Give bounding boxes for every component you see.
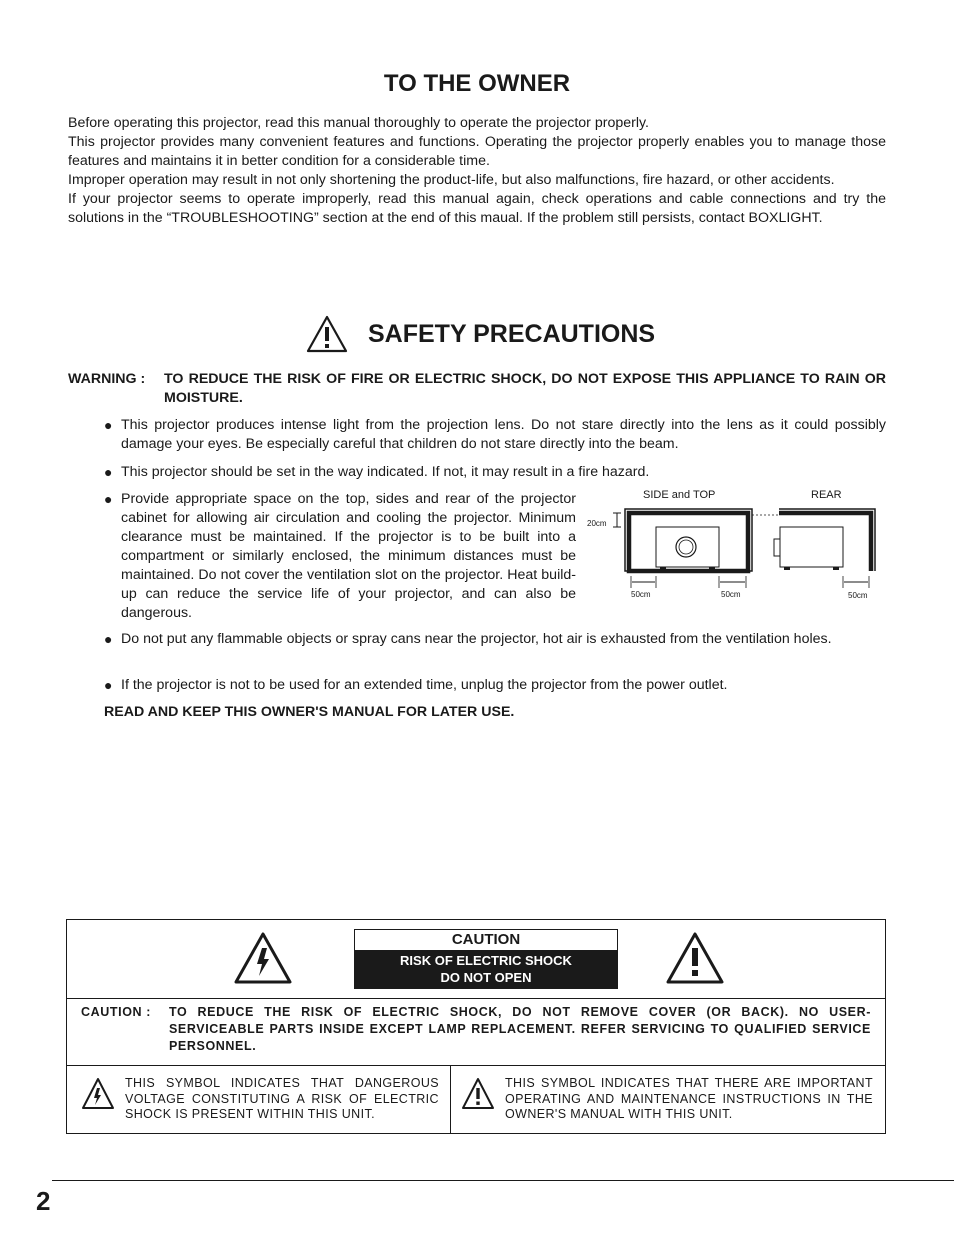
bullet-dot: ● [104,631,113,647]
caution-box [66,919,886,1134]
caution-badge-title: CAUTION [451,931,521,948]
side-top-label: SIDE and TOP [643,489,716,501]
list-item [104,416,886,454]
owner-paragraph: If your projector seems to operate improperly, read this manual again, check operations and cable connections and try the solutions in the “TROUBLESHOOTING” section at the end of this maual. If the problem still persists, contact BOXLIGHT. [68,191,886,226]
safety-title: SAFETY PRECAUTIONS [368,319,656,348]
side-left-clearance-label: 50cm [631,590,651,599]
caution-text: TO REDUCE THE RISK OF ELECTRIC SHOCK, DO NOT REMOVE COVER (OR BACK). NO USER-SERVICEABLE PARTS INSIDE EXCEPT LAMP REPLACEMENT. REFER SERVICING TO QUALIFIED SERVICE PERSONNEL. [169,1005,871,1053]
caution-label: CAUTION : [81,1005,151,1019]
bullet-text: This projector produces intense light from the projection lens. Do not stare directly into the lens as it could possibly damage your eyes. Be especially careful that children do not stare directly into the beam. [121,417,886,452]
lightning-warning-icon [81,1077,115,1111]
bullet-dot: ● [104,417,113,433]
exclamation-warning-icon [461,1077,495,1111]
footer-rule [52,1180,954,1181]
owner-paragraph: Improper operation may result in not only shortening the product-life, but also malfunctions, fire hazard, or other accidents. [68,172,835,188]
owner-paragraph: This projector provides many convenient features and functions. Operating the projector properly enables you to manage those features and maintains it in better condition for a considerable time. [68,134,886,169]
divider [450,1065,451,1133]
exclamation-warning-icon [665,931,725,985]
divider [67,998,885,999]
bullet-text: This projector should be set in the way indicated. If not, it may result in a fire hazard. [121,464,650,480]
keep-manual-note: READ AND KEEP THIS OWNER'S MANUAL FOR LATER USE. [104,704,515,720]
caution-badge-body [355,950,617,988]
caution-badge [354,929,618,989]
caution-badge-line: DO NOT OPEN [440,970,532,985]
bullet-dot: ● [104,491,113,507]
list-item [104,463,886,482]
voltage-symbol-text: THIS SYMBOL INDICATES THAT DANGEROUS VOLTAGE CONSTITUTING A RISK OF ELECTRIC SHOCK IS PRESENT WITHIN THIS UNIT. [125,1076,439,1121]
safety-header [306,314,655,354]
top-clearance-label: 20cm [587,519,607,528]
bullet-text: If the projector is not to be used for an extended time, unplug the projector from the power outlet. [121,677,728,693]
list-item [104,676,886,695]
owner-intro [68,114,886,228]
page-number: 2 [36,1186,51,1216]
owner-paragraph: Before operating this projector, read this manual thoroughly to operate the projector properly. [68,115,649,131]
list-item [104,490,576,623]
rear-clearance-label: 50cm [848,591,868,600]
exclamation-symbol-text: THIS SYMBOL INDICATES THAT THERE ARE IMPORTANT OPERATING AND MAINTENANCE INSTRUCTIONS IN THE OWNER'S MANUAL WITH THIS UNIT. [505,1076,873,1121]
clearance-diagram [585,486,885,606]
warning-statement [68,370,886,408]
list-item [104,630,886,649]
bullet-text: Provide appropriate space on the top, sides and rear of the projector cabinet for allowing air circulation and cooling the projector. Minimum clearance must be maintained. If the projector is to be built into a compartment or similarly enclosed, the minimum distances must be maintained. Do not cover the ventilation slot on the projector. Heat build-up can reduce the service life of your projector, and can also be dangerous. [121,491,576,621]
lightning-warning-icon [233,931,293,985]
warning-label: WARNING : [68,371,146,387]
warning-text: TO REDUCE THE RISK OF FIRE OR ELECTRIC SHOCK, DO NOT EXPOSE THIS APPLIANCE TO RAIN OR MOISTURE. [164,371,886,406]
clearance-drawing [585,486,885,606]
side-right-clearance-label: 50cm [721,590,741,599]
caution-statement [81,1004,871,1055]
owner-title: TO THE OWNER [383,70,571,97]
bullet-dot: ● [104,464,113,480]
rear-label: REAR [811,489,842,501]
bullet-text: Do not put any flammable objects or spray cans near the projector, hot air is exhausted from the ventilation holes. [121,631,832,647]
caution-badge-line: RISK OF ELECTRIC SHOCK [400,953,572,968]
divider [67,1065,885,1066]
bullet-dot: ● [104,677,113,693]
exclamation-warning-icon [306,315,348,353]
